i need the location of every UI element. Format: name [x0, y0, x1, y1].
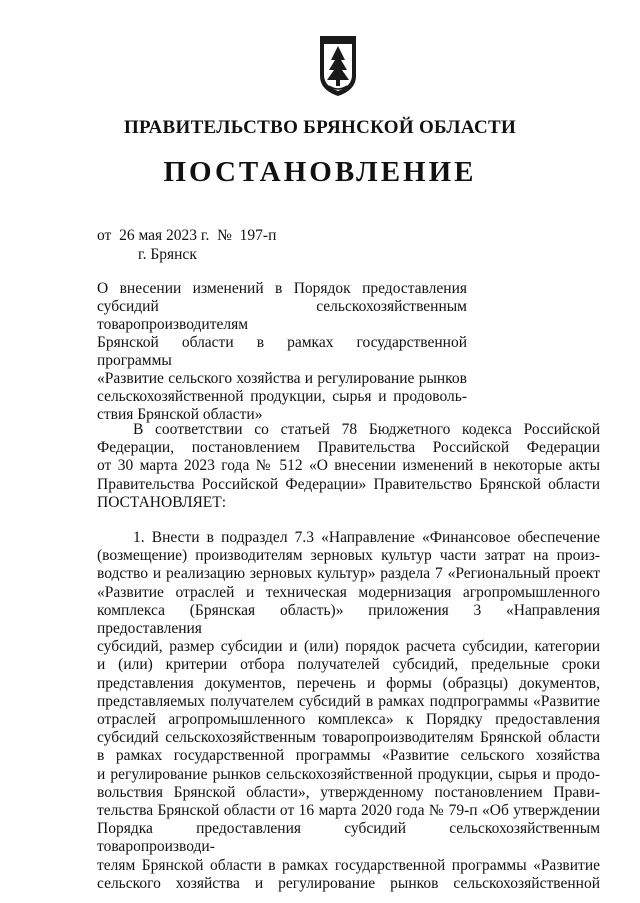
document-subject — [97, 280, 467, 424]
subject-line: «Развитие сельского хозяйства и регулирование рынков — [97, 370, 467, 387]
subject-line: ствия Брянской области» — [97, 406, 263, 423]
item-line: телям Брянской области в рамках государственной программы «Развитие — [97, 856, 600, 874]
subject-line: субсидий сельскохозяйственным товаропроизводителям — [97, 298, 467, 333]
item-line: представления документов, перечень и формы (образцы) документов, — [97, 674, 600, 692]
item-line: «Развитие отраслей и техническая модернизация агропромышленного — [97, 583, 600, 601]
subject-line: О внесении изменений в Порядок предоставления — [97, 280, 467, 297]
item-line: (возмещение) производителям зерновых культур части затрат на произ- — [97, 547, 600, 565]
preamble-line: В соответствии со статьей 78 Бюджетного кодекса Российской — [133, 421, 600, 438]
item-line: вольствия Брянской области», утвержденному постановлением Прави- — [97, 783, 600, 801]
item-line: отраслей агропромышленного комплекса» к Порядку предоставления — [97, 711, 600, 729]
subject-line: сельскохозяйственной продукции, сырья и продоволь- — [97, 388, 467, 405]
item-line: сельского хозяйства и регулирование рынков сельскохозяйственной — [97, 874, 600, 892]
organization-title: ПРАВИТЕЛЬСТВО БРЯНСКОЙ ОБЛАСТИ — [123, 117, 517, 138]
item-line: комплекса (Брянская область)» приложения 3 «Направления предоставления — [97, 601, 600, 638]
item-line: в рамках государственной программы «Развитие сельского хозяйства — [97, 747, 600, 765]
preamble-line: Правительства Российской Федерации» Правительство Брянской области — [97, 475, 600, 493]
document-body — [97, 421, 600, 893]
item-line: представляемых получателем субсидий в рамках подпрограммы «Развитие — [97, 692, 600, 710]
preamble-line: от 30 марта 2023 года № 512 «О внесении изменений в некоторые акты — [97, 457, 600, 475]
item-line: тельства Брянской области от 16 марта 2020 года № 79-п «Об утверждении — [97, 802, 600, 820]
item-line: субсидий, размер субсидии и (или) порядок расчета субсидии, категории — [97, 638, 600, 656]
item-line: и регулирование рынков сельскохозяйственной продукции, сырья и продо- — [97, 765, 600, 783]
preamble-line: ПОСТАНОВЛЯЕТ: — [97, 493, 227, 511]
document-meta — [97, 226, 276, 264]
item-line: Порядка предоставления субсидий сельскохозяйственным товаропроизводи- — [97, 820, 600, 856]
document-type-title: ПОСТАНОВЛЕНИЕ — [163, 156, 477, 188]
item-line: водство и реализацию зерновых культур» раздела 7 «Региональный проект — [97, 565, 600, 583]
item-line: 1. Внести в подраздел 7.3 «Направление «Финансовое обеспечение — [133, 529, 600, 547]
item-line: субсидий сельскохозяйственным товаропроизводителям Брянской области — [97, 729, 600, 747]
city: г. Брянск — [138, 246, 197, 263]
preamble-line: Федерации, постановлением Правительства Российской Федерации — [97, 439, 600, 457]
date-and-number: от 26 мая 2023 г. № 197-п — [97, 227, 277, 244]
coat-of-arms-icon — [316, 30, 360, 98]
item-line: и (или) критерии отбора получателей субсидий, предельные сроки — [97, 656, 600, 674]
subject-line: Брянской области в рамках государственной программы — [97, 334, 467, 369]
